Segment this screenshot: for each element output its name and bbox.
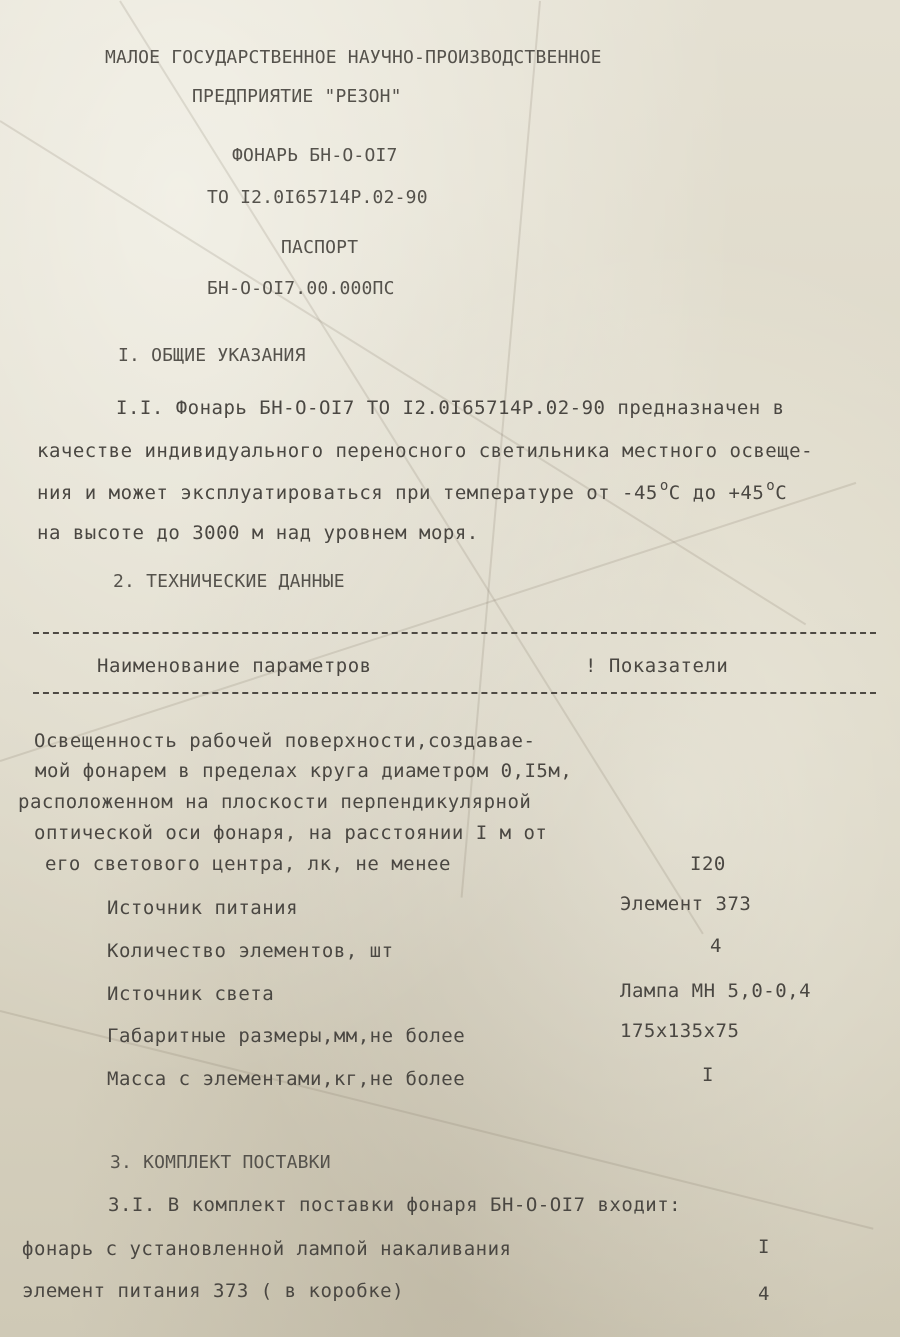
param-value: I — [702, 1064, 714, 1086]
section1-paragraph-line: на высоте до 3000 м над уровнем моря. — [37, 522, 479, 544]
param-name: Масса с элементами,кг,не более — [107, 1068, 466, 1090]
param-value: Элемент 373 — [620, 893, 752, 915]
param-value: 4 — [710, 935, 722, 957]
param-value: Лампа МН 5,0-0,4 — [620, 980, 812, 1002]
param-name: Источник света — [107, 983, 275, 1005]
table-header-value: ! Показатели — [585, 655, 729, 677]
section1-paragraph-line: I.I. Фонарь БН-О-ОI7 ТО I2.0I65714Р.02-90 предназначен в — [116, 397, 785, 419]
param-name-line: его светового центра, лк, не менее — [45, 853, 451, 875]
param-name: Габаритные размеры,мм,не более — [107, 1025, 466, 1047]
supply-item-qty: 4 — [758, 1283, 770, 1305]
document-code: БН-О-ОI7.00.000ПС — [207, 278, 395, 299]
param-name-line: расположенном на плоскости перпендикулярной — [18, 791, 532, 813]
section1-paragraph-line — [37, 478, 788, 504]
degree-sign: о — [766, 478, 776, 494]
supply-item-qty: I — [758, 1236, 770, 1258]
temperature-unit: С — [775, 482, 788, 504]
table-header-name: Наименование параметров — [97, 655, 372, 677]
param-name: Источник питания — [107, 897, 299, 919]
section1-title: I. ОБЩИЕ УКАЗАНИЯ — [118, 345, 306, 366]
param-name: Количество элементов, шт — [107, 940, 394, 962]
param-value: 175х135х75 — [620, 1020, 740, 1042]
param-value: I20 — [690, 853, 726, 875]
document-type: ПАСПОРТ — [281, 237, 359, 258]
product-spec: ТО I2.0I65714Р.02-90 — [207, 187, 428, 208]
supply-item-name: элемент питания 373 ( в коробке) — [22, 1280, 405, 1302]
degree-sign: о — [659, 478, 669, 494]
section2-title: 2. ТЕХНИЧЕСКИЕ ДАННЫЕ — [113, 571, 345, 592]
temperature-text: ния и может эксплуатироваться при температуре от -45 — [37, 482, 658, 504]
section3-title: 3. КОМПЛЕКТ ПОСТАВКИ — [110, 1152, 331, 1173]
temperature-text: С до +45 — [668, 482, 765, 504]
product-name: ФОНАРЬ БН-О-ОI7 — [232, 145, 398, 166]
section1-paragraph-line: качестве индивидуального переносного светильника местного освеще- — [37, 440, 814, 462]
table-divider — [33, 632, 876, 634]
supply-item-name: фонарь с установленной лампой накаливания — [22, 1238, 512, 1260]
param-name-line: оптической оси фонаря, на расстоянии I м от — [34, 822, 548, 844]
table-divider — [33, 692, 876, 694]
section3-intro: 3.I. В комплект поставки фонаря БН-О-ОI7 входит: — [108, 1194, 682, 1216]
param-name-line: мой фонарем в пределах круга диаметром 0,I5м, — [35, 760, 573, 782]
org-name-line2: ПРЕДПРИЯТИЕ "РЕЗОН" — [192, 86, 402, 107]
param-name-line: Освещенность рабочей поверхности,создавае- — [34, 730, 536, 752]
org-name-line1: МАЛОЕ ГОСУДАРСТВЕННОЕ НАУЧНО-ПРОИЗВОДСТВЕННОЕ — [105, 47, 602, 68]
